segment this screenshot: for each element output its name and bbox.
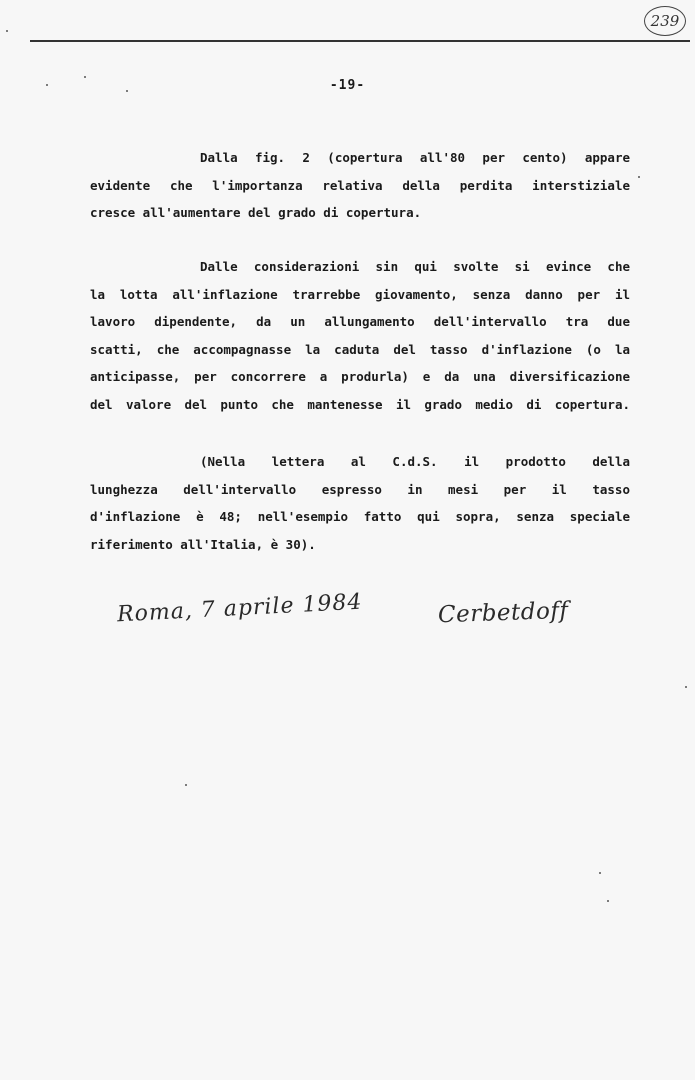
paper-speck — [685, 686, 687, 688]
text-line: Dalla fig. 2 (copertura all'80 per cento) appare — [200, 150, 630, 165]
paragraph-3 — [90, 448, 630, 558]
paper-speck — [84, 76, 86, 78]
paragraph-1 — [90, 144, 630, 227]
paragraph-2 — [90, 253, 630, 418]
archive-stamp — [644, 6, 686, 36]
text-line: Dalle considerazioni sin qui svolte si evince che — [200, 259, 630, 274]
paper-speck — [46, 84, 48, 86]
paper-speck — [599, 872, 601, 874]
handwritten-place-date: Roma, 7 aprile 1984 — [116, 589, 364, 628]
paper-speck — [185, 784, 187, 786]
text-line: scatti, che accompagnasse la caduta del tasso d'inflazione (o la — [90, 341, 630, 357]
handwritten-signature: Cerbetdoff — [437, 597, 569, 629]
text-line: anticipasse, per concorrere a produrla) e da una diversificazione — [90, 369, 630, 384]
text-line: lunghezza dell'intervallo espresso in mesi per il tasso — [90, 481, 630, 497]
text-line: riferimento all'Italia, è 30). — [90, 536, 316, 552]
text-line: la lotta all'inflazione trarrebbe giovamento, senza danno per il — [90, 286, 630, 302]
text-line: evidente che l'importanza relativa della perdita interstiziale — [90, 177, 630, 193]
text-line: lavoro dipendente, da un allungamento dell'intervallo tra due — [90, 314, 630, 329]
paper-speck — [638, 176, 640, 178]
text-line: del valore del punto che mantenesse il grado medio di copertura. — [90, 396, 630, 412]
stamp-number: 239 — [650, 12, 680, 30]
page-number: -19- — [329, 78, 366, 93]
header-rule — [30, 40, 690, 42]
text-line: (Nella lettera al C.d.S. il prodotto della — [200, 454, 630, 469]
paper-speck — [607, 900, 609, 902]
paper-speck — [126, 90, 128, 92]
text-line: d'inflazione è 48; nell'esempio fatto qui sopra, senza speciale — [90, 509, 630, 524]
text-line: cresce all'aumentare del grado di copertura. — [90, 205, 422, 220]
paper-speck — [6, 30, 8, 32]
